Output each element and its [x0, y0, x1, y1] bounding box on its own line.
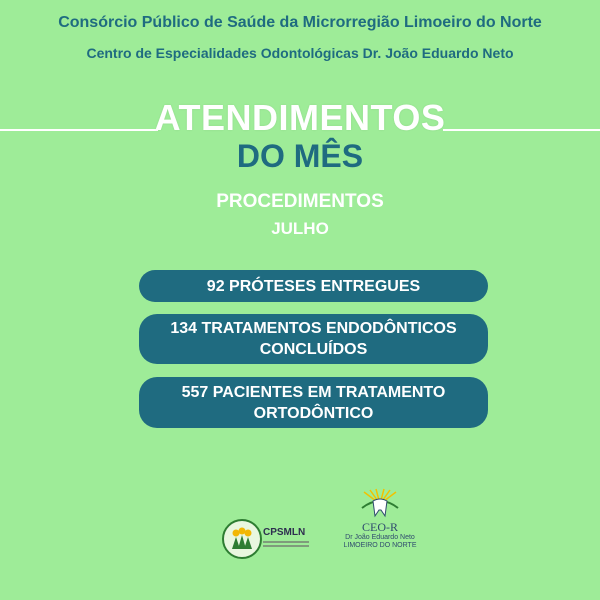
- ceo-logo: [340, 488, 420, 550]
- stat-pill-prosthesis: 92 PRÓTESES ENTREGUES: [139, 270, 488, 302]
- stat-pill-endodontic: 134 TRATAMENTOS ENDODÔNTICOS CONCLUÍDOS: [139, 314, 488, 364]
- ceo-logo-line2: LIMOEIRO DO NORTE: [343, 542, 417, 549]
- tooth-sunburst-icon: [340, 488, 420, 520]
- section-label: PROCEDIMENTOS: [216, 191, 384, 212]
- center-name: Centro de Especialidades Odontológicas Dr. João Eduardo Neto: [86, 45, 514, 61]
- main-title: ATENDIMENTOS: [154, 97, 446, 138]
- month-label: JULHO: [271, 219, 329, 238]
- cpsmln-logo-subtext: [263, 541, 309, 549]
- ceo-logo-title: CEO-R: [362, 520, 398, 534]
- consortium-name: Consórcio Público de Saúde da Microrregião Limoeiro do Norte: [58, 14, 542, 31]
- people-group-icon: [224, 521, 260, 557]
- ceo-logo-line1: Dr João Eduardo Neto: [345, 534, 415, 541]
- cpsmln-logo-text: CPSMLN: [263, 527, 306, 538]
- stat-pill-orthodontic: 557 PACIENTES EM TRATAMENTO ORTODÔNTICO: [139, 377, 488, 428]
- cpsmln-logo: [222, 517, 312, 561]
- cpsmln-emblem-icon: [222, 519, 262, 559]
- main-title-secondary: DO MÊS: [236, 138, 364, 174]
